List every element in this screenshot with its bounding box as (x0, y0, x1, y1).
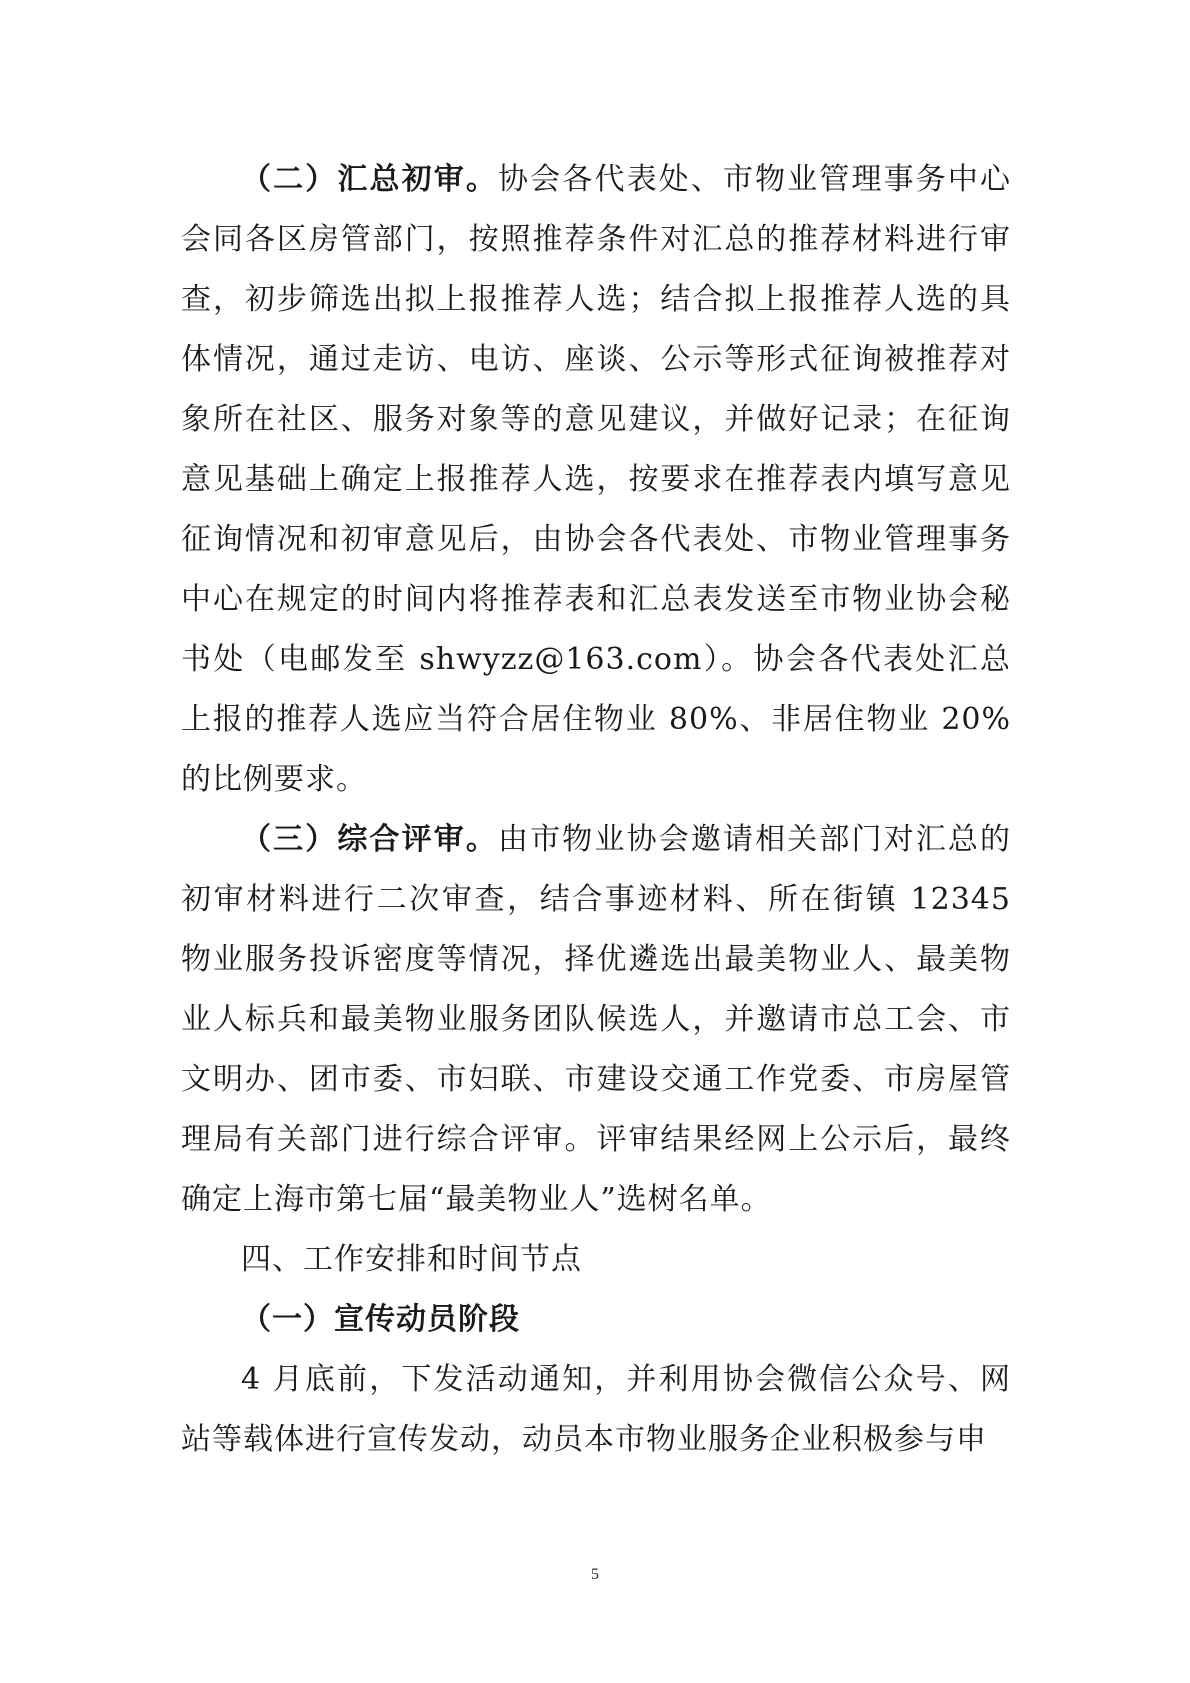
section-paragraph-review (181, 150, 1011, 810)
document-body (181, 150, 1011, 1470)
section-paragraph-evaluation (181, 810, 1011, 1230)
section-lead-evaluation: （三）综合评审。 (241, 822, 499, 857)
final-paragraph: 4 月底前，下发活动通知，并利用协会微信公众号、网站等载体进行宣传发动，动员本市物业服务企业积极参与申 (181, 1362, 1011, 1457)
section-body-evaluation: 由市物业协会邀请相关部门对汇总的初审材料进行二次审查，结合事迹材料、所在街镇 12345 物业服务投诉密度等情况，择优遴选出最美物业人、最美物业人标兵和最美物业服务团队候选人，并邀请市总工会、市文明办、团市委、市妇联、市建设交通工作党委、市房屋管理局有关部门进行综合评审。评审结果经网上公示后，最终确定上海市第七届“最美物业人”选树名单。 (181, 822, 1012, 1217)
section-lead-review: （二）汇总初审。 (241, 162, 499, 197)
page-number: 5 (591, 1566, 599, 1583)
section-body-review: 协会各代表处、市物业管理事务中心会同各区房管部门，按照推荐条件对汇总的推荐材料进行审查，初步筛选出拟上报推荐人选；结合拟上报推荐人选的具体情况，通过走访、电访、座谈、公示等形式征询被推荐对象所在社区、服务对象等的意见建议，并做好记录；在征询意见基础上确定上报推荐人选，按要求在推荐表内填写意见征询情况和初审意见后，由协会各代表处、市物业管理事务中心在规定的时间内将推荐表和汇总表发送至市物业协会秘书处（电邮发至 shwyzz@163.com）。协会各代表处汇总上报的推荐人选应当符合居住物业 80%、非居住物业 20%的比例要求。 (181, 162, 1012, 797)
section-heading: 四、工作安排和时间节点 (241, 1242, 582, 1277)
section-subheading: （一）宣传动员阶段 (241, 1302, 520, 1337)
